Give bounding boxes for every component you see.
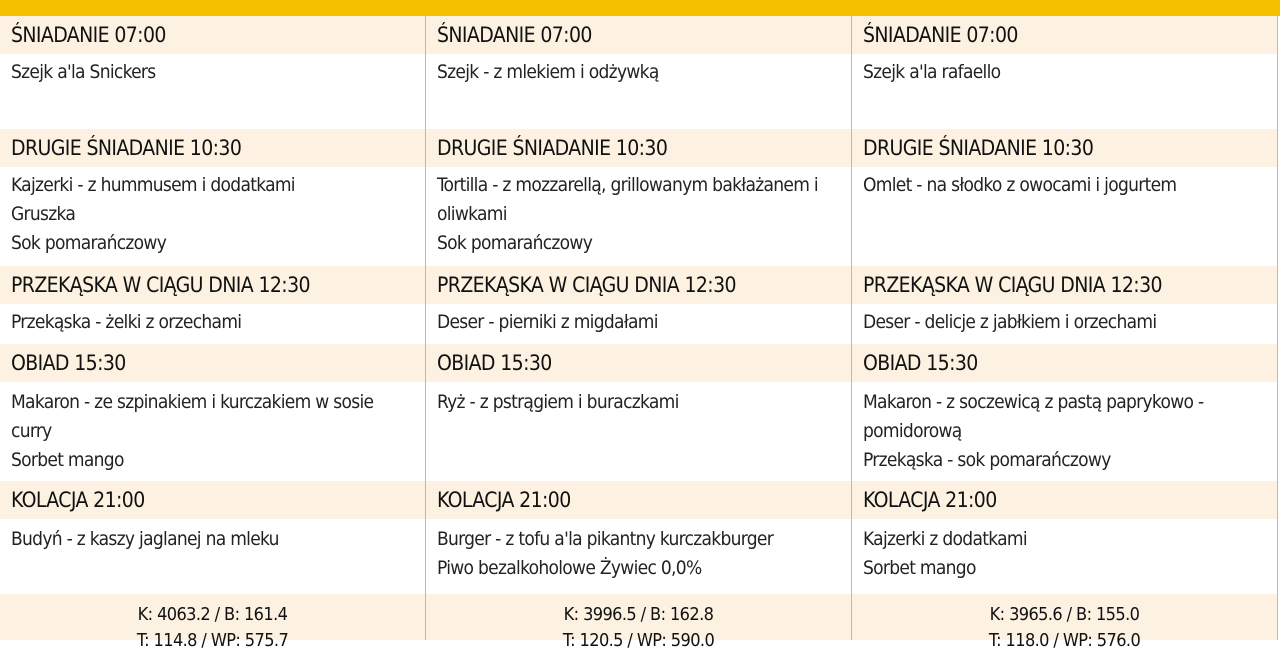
totals-line-2: T: 118.0 / WP: 576.0: [988, 630, 1141, 651]
meal-header-breakfast: ŚNIADANIE 07:00: [852, 16, 1277, 54]
meal-item: Deser - pierniki z migdałami: [437, 311, 658, 333]
meal-header-snack: PRZEKĄSKA W CIĄGU DNIA 12:30: [426, 266, 851, 304]
meal-item: Sok pomarańczowy: [437, 232, 593, 254]
meal-header-breakfast: ŚNIADANIE 07:00: [426, 16, 851, 54]
meal-item: Piwo bezalkoholowe Żywiec 0,0%: [437, 557, 702, 579]
meal-header-dinner: KOLACJA 21:00: [852, 481, 1277, 519]
meal-item: Budyń - z kaszy jaglanej na mleku: [11, 528, 279, 550]
day-column-2: [426, 16, 851, 651]
meal-items-breakfast: [852, 58, 1277, 87]
meal-items-snack: [426, 308, 851, 337]
meal-header-lunch: OBIAD 15:30: [0, 344, 425, 382]
meal-item: Szejk a'la rafaello: [863, 61, 1001, 83]
meal-header-second-breakfast: DRUGIE ŚNIADANIE 10:30: [852, 129, 1277, 167]
column-divider: [1277, 16, 1278, 640]
day-column-3: [852, 16, 1277, 651]
column-divider: [851, 16, 852, 640]
meal-items-dinner: [852, 525, 1277, 583]
meal-item: Deser - delicje z jabłkiem i orzechami: [863, 311, 1157, 333]
meal-item: Sok pomarańczowy: [11, 232, 167, 254]
meal-item: Makaron - ze szpinakiem i kurczakiem w sosie curry: [11, 391, 374, 442]
nutrition-totals: [426, 594, 851, 651]
meal-items-lunch: [852, 388, 1277, 475]
totals-line-2: T: 120.5 / WP: 590.0: [562, 630, 715, 651]
meal-item: Ryż - z pstrągiem i buraczkami: [437, 391, 679, 413]
meal-header-second-breakfast: DRUGIE ŚNIADANIE 10:30: [0, 129, 425, 167]
meal-header-second-breakfast: DRUGIE ŚNIADANIE 10:30: [426, 129, 851, 167]
meal-header-breakfast: ŚNIADANIE 07:00: [0, 16, 425, 54]
meal-item: Burger - z tofu a'la pikantny kurczakburger: [437, 528, 774, 550]
meal-item: Szejk a'la Snickers: [11, 61, 156, 83]
meal-item: Gruszka: [11, 203, 76, 225]
meal-items-second-breakfast: [852, 171, 1277, 200]
meal-header-lunch: OBIAD 15:30: [852, 344, 1277, 382]
meal-items-breakfast: [0, 58, 425, 87]
meal-item: Sorbet mango: [863, 557, 976, 579]
totals-line-1: K: 4063.2 / B: 161.4: [137, 604, 288, 625]
meal-header-snack: PRZEKĄSKA W CIĄGU DNIA 12:30: [0, 266, 425, 304]
nutrition-totals: [0, 594, 425, 651]
meal-item: Tortilla - z mozzarellą, grillowanym bakłażanem i oliwkami: [437, 174, 818, 225]
meal-header-dinner: KOLACJA 21:00: [0, 481, 425, 519]
meal-items-lunch: [0, 388, 425, 475]
meal-item: Makaron - z soczewicą z pastą paprykowo - pomidorową: [863, 391, 1204, 442]
meal-header-snack: PRZEKĄSKA W CIĄGU DNIA 12:30: [852, 266, 1277, 304]
top-accent-bar: [0, 0, 1280, 16]
meal-item: Kajzerki z dodatkami: [863, 528, 1027, 550]
day-column-1: [0, 16, 425, 651]
meal-items-breakfast: [426, 58, 851, 87]
meal-header-lunch: OBIAD 15:30: [426, 344, 851, 382]
meal-items-second-breakfast: [0, 171, 425, 258]
meal-items-dinner: [426, 525, 851, 583]
meal-item: Sorbet mango: [11, 449, 124, 471]
meal-item: Kajzerki - z hummusem i dodatkami: [11, 174, 295, 196]
meal-header-dinner: KOLACJA 21:00: [426, 481, 851, 519]
totals-line-2: T: 114.8 / WP: 575.7: [136, 630, 289, 651]
meal-item: Przekąska - sok pomarańczowy: [863, 449, 1111, 471]
meal-items-second-breakfast: [426, 171, 851, 258]
meal-items-snack: [0, 308, 425, 337]
column-divider: [425, 16, 426, 640]
meal-item: Przekąska - żelki z orzechami: [11, 311, 242, 333]
meal-item: Omlet - na słodko z owocami i jogurtem: [863, 174, 1177, 196]
meal-items-snack: [852, 308, 1277, 337]
totals-line-1: K: 3996.5 / B: 162.8: [563, 604, 714, 625]
meal-items-dinner: [0, 525, 425, 554]
nutrition-totals: [852, 594, 1277, 651]
meal-items-lunch: [426, 388, 851, 417]
meal-item: Szejk - z mlekiem i odżywką: [437, 61, 659, 83]
totals-line-1: K: 3965.6 / B: 155.0: [989, 604, 1140, 625]
